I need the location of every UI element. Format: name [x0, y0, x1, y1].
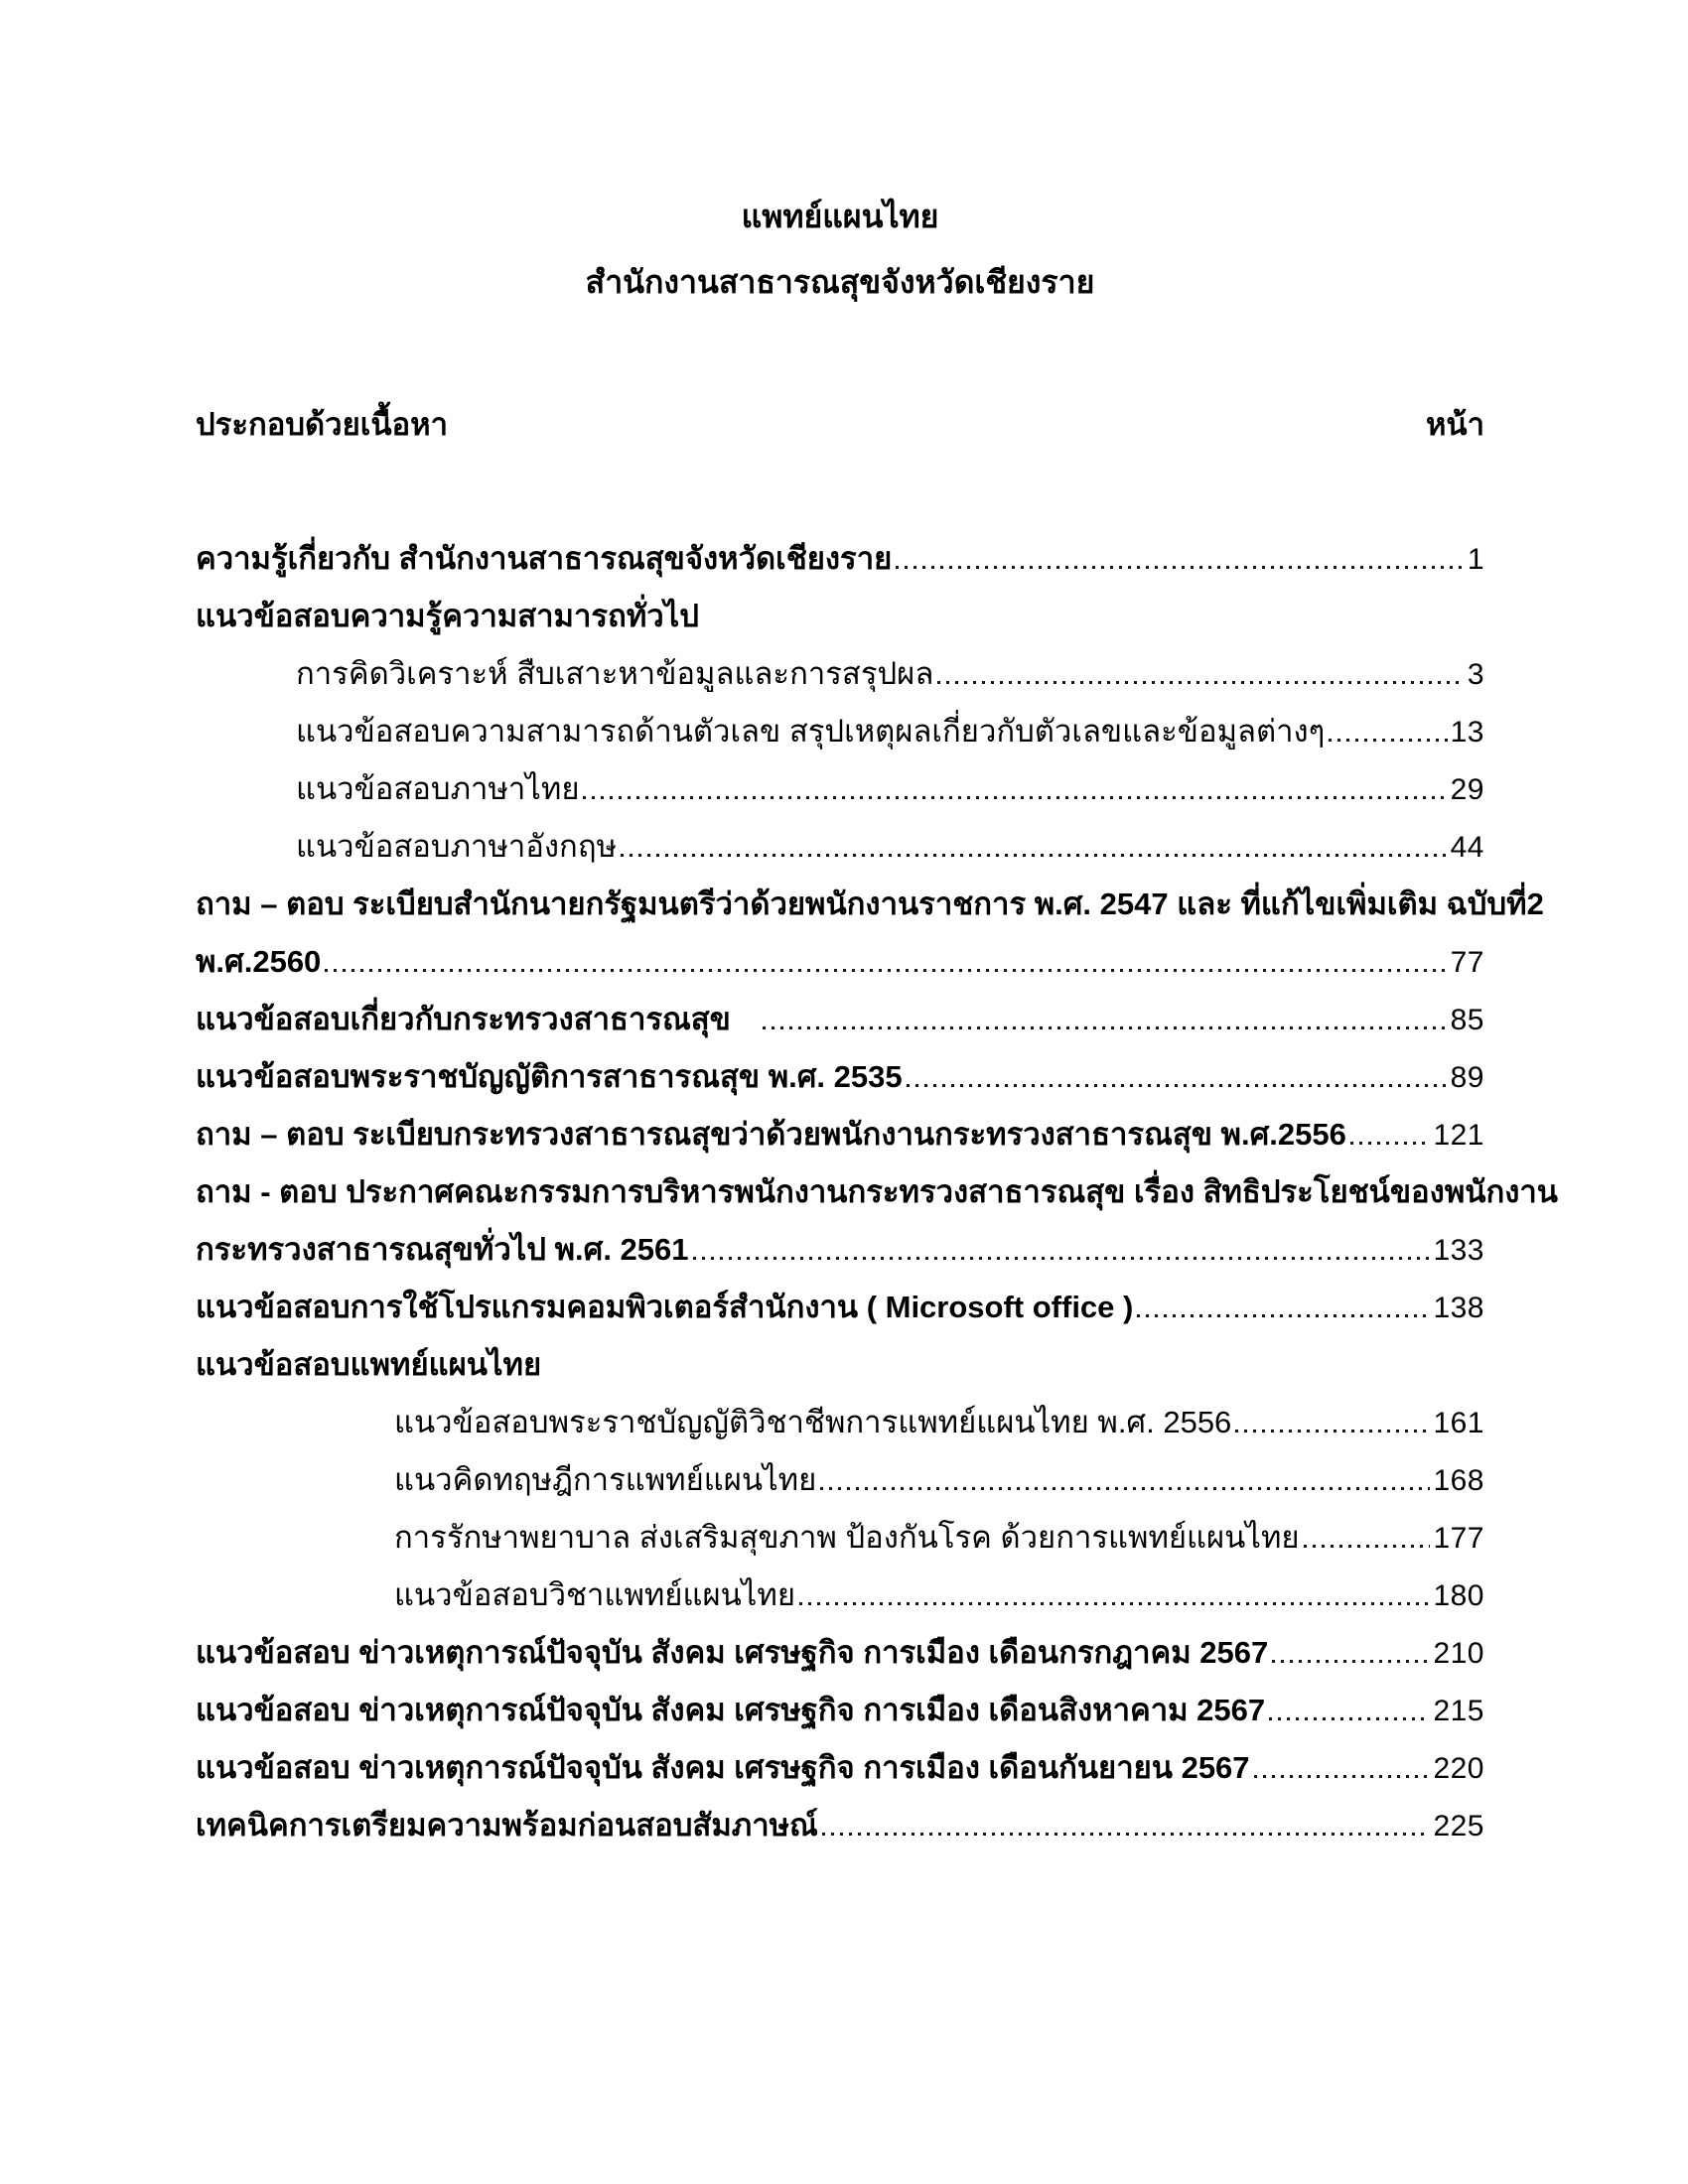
toc-entry-page: 85	[1450, 1004, 1484, 1036]
toc-entry-page: 121	[1433, 1119, 1484, 1152]
dot-leader	[896, 566, 1465, 569]
toc-entry	[196, 1624, 1484, 1682]
toc-entry	[196, 645, 1484, 703]
toc-entry-page: 1	[1467, 543, 1484, 576]
toc-entry-page: 177	[1433, 1522, 1484, 1555]
toc-entry	[196, 1797, 1484, 1854]
toc-entry	[196, 588, 1484, 645]
toc-entry	[196, 1279, 1484, 1336]
toc-entry-title: แนวข้อสอบ ข่าวเหตุการณ์ปัจจุบัน สังคม เศรษฐกิจ การเมือง เดือนกันยายน 2567	[196, 1750, 1250, 1785]
toc-entry-title: แนวข้อสอบการใช้โปรแกรมคอมพิวเตอร์สำนักงาน ( Microsoft office )	[196, 1290, 1134, 1324]
toc-entry-page: 13	[1450, 716, 1484, 749]
toc-entry	[196, 760, 1484, 818]
toc-entry-page: 180	[1433, 1579, 1484, 1612]
toc-entry-title: การรักษาพยาบาล ส่งเสริมสุขภาพ ป้องกันโรค ด้วยการแพทย์แผนไทย	[394, 1520, 1300, 1555]
toc-entry-title: แนวข้อสอบภาษาอังกฤษ	[296, 829, 618, 864]
document-title: แพทย์แผนไทย	[741, 199, 939, 234]
dot-leader	[799, 1602, 1430, 1605]
dot-leader	[1304, 1545, 1431, 1548]
dot-leader	[1329, 739, 1447, 742]
toc-entry-page: 225	[1433, 1810, 1484, 1843]
toc-entry	[196, 1221, 1484, 1279]
toc-entry-page: 133	[1433, 1234, 1484, 1267]
toc-entry-page: 89	[1450, 1061, 1484, 1094]
toc-entry-title: แนวข้อสอบความสามารถด้านตัวเลข สรุปเหตุผลเกี่ยวกับตัวเลขและข้อมูลต่างๆ	[296, 714, 1326, 749]
dot-leader	[1254, 1775, 1431, 1778]
toc-entry-title: แนวคิดทฤษฎีการแพทย์แผนไทย	[394, 1462, 817, 1497]
toc-entry	[196, 933, 1484, 991]
toc-entry	[196, 1739, 1484, 1797]
dot-leader	[822, 1833, 1431, 1836]
toc-entry-page: 29	[1450, 773, 1484, 806]
dot-leader	[907, 1084, 1448, 1087]
toc-entry-title: พ.ศ.2560	[196, 944, 322, 979]
dot-leader	[1350, 1142, 1431, 1145]
toc-entry-page: 220	[1433, 1752, 1484, 1785]
toc-entry-page: 168	[1433, 1464, 1484, 1497]
toc-entry	[196, 1048, 1484, 1106]
toc-page-column-label: หน้า	[1425, 407, 1484, 442]
dot-leader	[1272, 1660, 1430, 1663]
document-subtitle: สำนักงานสาธารณสุขจังหวัดเชียงราย	[585, 264, 1095, 300]
toc-entry	[196, 530, 1484, 588]
toc-entry-page: 138	[1433, 1292, 1484, 1324]
toc-entry-title: แนวข้อสอบภาษาไทย	[296, 771, 580, 806]
dot-leader	[1137, 1314, 1430, 1317]
dot-leader	[1235, 1430, 1430, 1433]
toc-entry-title: แนวข้อสอบวิชาแพทย์แผนไทย	[394, 1577, 795, 1612]
toc-entry-title: แนวข้อสอบเกี่ยวกับกระทรวงสาธารณสุข	[196, 1002, 731, 1036]
toc-entry-page: 210	[1433, 1637, 1484, 1670]
dot-leader	[583, 796, 1447, 799]
toc-entry-title: กระทรวงสาธารณสุขทั่วไป พ.ศ. 2561	[196, 1232, 689, 1267]
toc-entry-title: ถาม – ตอบ ระเบียบกระทรวงสาธารณสุขว่าด้วยพนักงานกระทรวงสาธารณสุข พ.ศ.2556	[196, 1117, 1346, 1152]
toc-entry-title: แนวข้อสอบ ข่าวเหตุการณ์ปัจจุบัน สังคม เศรษฐกิจ การเมือง เดือนสิงหาคาม 2567	[196, 1693, 1266, 1727]
toc-entry	[196, 1106, 1484, 1163]
toc-entry-title: ความรู้เกี่ยวกับ สำนักงานสาธารณสุขจังหวัดเชียงราย	[196, 541, 893, 576]
toc-entry-page: 44	[1450, 831, 1484, 864]
dot-leader	[937, 681, 1465, 684]
toc-contents-label: ประกอบด้วยเนื้อหา	[196, 407, 448, 442]
toc-entry-title: แนวข้อสอบ ข่าวเหตุการณ์ปัจจุบัน สังคม เศรษฐกิจ การเมือง เดือนกรกฎาคม 2567	[196, 1635, 1269, 1670]
toc-entry-title: ถาม - ตอบ ประกาศคณะกรรมการบริหารพนักงานกระทรวงสาธารณสุข เรื่อง สิทธิประโยชน์ของพนักงาน	[196, 1174, 1558, 1209]
toc-entry	[196, 1682, 1484, 1739]
toc-entry-page: 215	[1433, 1695, 1484, 1727]
document-title-block	[196, 195, 1484, 304]
dot-leader	[325, 969, 1447, 972]
toc-entry-page: 3	[1467, 658, 1484, 691]
toc-entry-title: แนวข้อสอบแพทย์แผนไทย	[196, 1347, 542, 1382]
toc-entry	[196, 1163, 1558, 1221]
toc-entry	[196, 991, 1484, 1048]
toc-header	[196, 403, 1484, 447]
toc-entry	[196, 1336, 1484, 1394]
toc-entry-title: แนวข้อสอบความรู้ความสามารถทั่วไป	[196, 599, 699, 633]
toc-entry	[196, 818, 1484, 876]
dot-leader	[763, 1026, 1448, 1029]
dot-leader	[621, 854, 1448, 857]
toc-entry	[196, 876, 1544, 933]
toc-entry-page: 77	[1450, 946, 1484, 979]
dot-leader	[693, 1257, 1431, 1260]
dot-leader	[820, 1487, 1430, 1490]
toc-entry-title: ถาม – ตอบ ระเบียบสำนักนายกรัฐมนตรีว่าด้วยพนักงานราชการ พ.ศ. 2547 และ ที่แก้ไขเพิ่มเติม ฉบับที่2	[196, 887, 1544, 921]
toc-entry	[196, 1394, 1484, 1451]
toc-entry-title: แนวข้อสอบพระราชบัญญัติการสาธารณสุข พ.ศ. 2535	[196, 1059, 903, 1094]
dot-leader	[1269, 1717, 1430, 1720]
toc-list	[196, 530, 1558, 1854]
toc-entry	[196, 1509, 1484, 1567]
toc-entry-title: แนวข้อสอบพระราชบัญญัติวิชาชีพการแพทย์แผนไทย พ.ศ. 2556	[394, 1405, 1232, 1439]
toc-entry-page: 161	[1433, 1407, 1484, 1439]
toc-entry	[196, 1451, 1484, 1509]
toc-entry-title: การคิดวิเคราะห์ สืบเสาะหาข้อมูลและการสรุปผล	[296, 656, 934, 691]
toc-entry-title: เทคนิคการเตรียมความพร้อมก่อนสอบสัมภาษณ์	[196, 1808, 818, 1843]
toc-entry	[196, 703, 1484, 760]
toc-entry	[196, 1567, 1484, 1624]
